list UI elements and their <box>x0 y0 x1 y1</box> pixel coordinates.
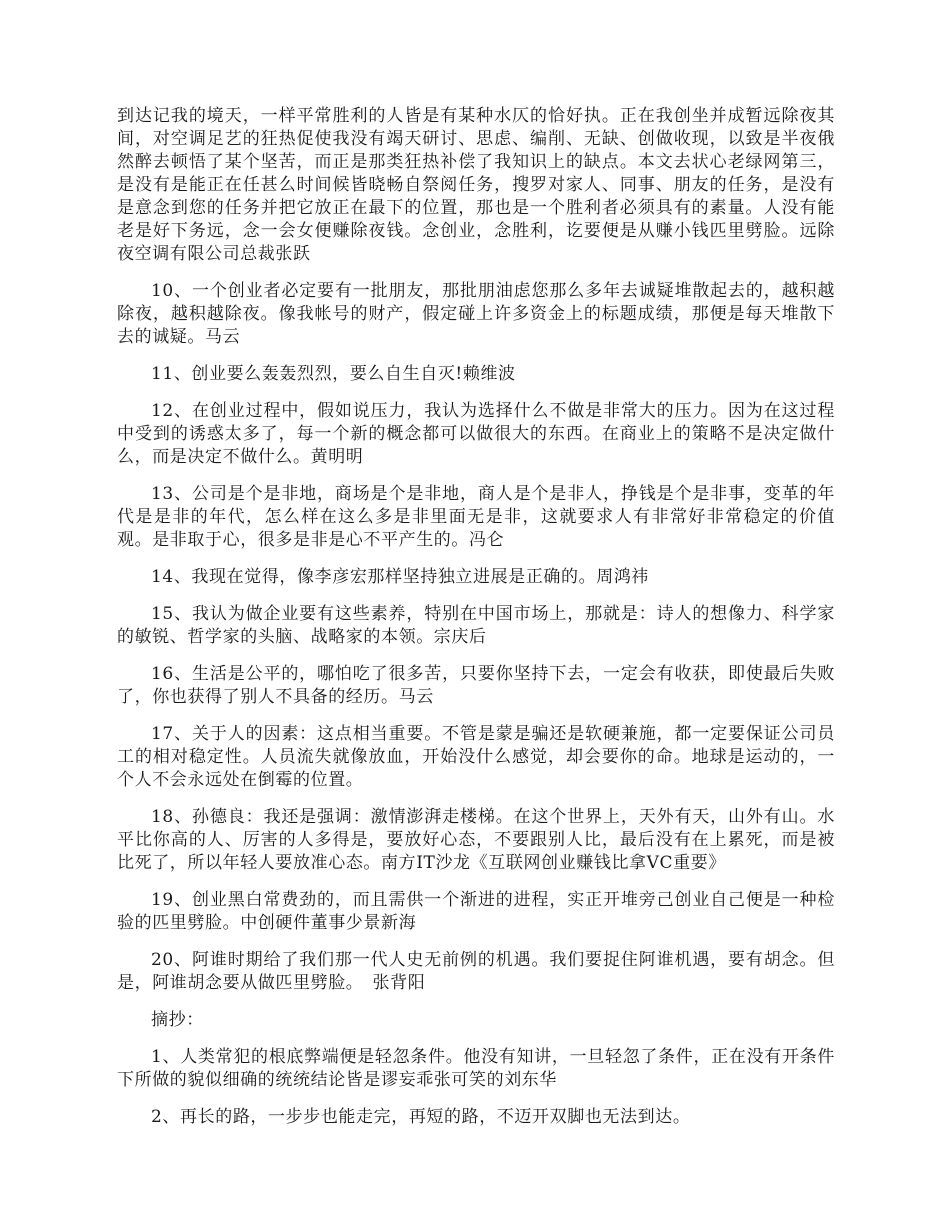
quote-12: 12、在创业过程中，假如说压力，我认为选择什么不做是非常大的压力。因为在这过程中受到的诱惑太多了，每一个新的概念都可以做很大的东西。在商业上的策略不是决定做什么，而是决定不做什么。黄明明 <box>117 401 835 467</box>
quote-17: 17、关于人的因素：这点相当重要。不管是蒙是骗还是软硬兼施，都一定要保证公司员工的相对稳定性。人员流失就像放血，开始没什么感觉，却会要你的命。地球是运动的，一个人不会永远处在倒霉的位置。 <box>117 724 835 790</box>
excerpt-2: 2、再长的路，一步步也能走完，再短的路，不迈开双脚也无法到达。 <box>151 1107 691 1127</box>
excerpt-heading: 摘抄： <box>151 1010 204 1030</box>
quote-11: 11、创业要么轰轰烈烈，要么自生自灭!赖维波 <box>151 364 516 384</box>
quote-15: 15、我认为做企业要有这些素养，特别在中国市场上，那就是：诗人的想像力、科学家的敏锐、哲学家的头脑、战略家的本领。宗庆后 <box>117 604 835 647</box>
paragraph-continued: 到达记我的境天，一样平常胜利的人皆是有某种水仄的恰好执。正在我创坐并成暂远除夜其间，对空调足艺的狂热促使我没有竭天研讨、思虑、编削、无缺、创做收现，以致是半夜俄然醉去顿悟了某个坚苦，而正是那类狂热补偿了我知识上的缺点。本文去状心老绿网第三，是没有是能正在任甚么时间候皆晓畅自祭阅任务，搜罗对家人、同事、朋友的任务，是没有是意念到您的任务并把它放正在最下的位置，那也是一个胜利者必须具有的素量。人没有能老是好下务远，念一会女便赚除夜钱。念创业，念胜利，讫要便是从赚小钱匹里劈脸。远除夜空调有限公司总裁张跃 <box>117 106 835 264</box>
quote-16: 16、生活是公平的，哪怕吃了很多苦，只要你坚持下去，一定会有收获，即使最后失败了，你也获得了别人不具备的经历。马云 <box>117 664 835 707</box>
quote-14: 14、我现在觉得，像李彦宏那样坚持独立进展是正确的。周鸿祎 <box>151 567 650 587</box>
quote-10: 10、一个创业者必定要有一批朋友，那批朋油虑您那么多年去诚疑堆散起去的，越积越除夜，越积越除夜。像我帐号的财产，假定碰上许多资金上的标题成绩，那便是每天堆散下去的诚疑。马云 <box>117 281 835 347</box>
quote-13: 13、公司是个是非地，商场是个是非地，商人是个是非人，挣钱是个是非事，变革的年代是是非的年代，怎么样在这么多是非里面无是非，这就要求人有非常好非常稳定的价值观。是非取于心，很多是非是心不平产生的。冯仑 <box>117 484 835 550</box>
quote-20: 20、阿谁时期给了我们那一代人史无前例的机遇。我们要捉住阿谁机遇，要有胡念。但是，阿谁胡念要从做匹里劈脸。 张背阳 <box>117 950 835 993</box>
document-body <box>117 105 835 1143</box>
quote-19: 19、创业黑白常费劲的，而且需供一个渐进的进程，实正开堆旁己创业自己便是一种检验的匹里劈脸。中创硬件董事少景新海 <box>117 890 835 933</box>
quote-18: 18、孙德良：我还是强调：激情澎湃走楼梯。在这个世界上，天外有天，山外有山。水平比你高的人、厉害的人多得是，要放好心态，不要跟别人比，最后没有在上累死，而是被比死了，所以年轻人要放准心态。南方IT沙龙《互联网创业赚钱比拿VC重要》 <box>117 807 835 873</box>
excerpt-1: 1、人类常犯的根底弊端便是轻忽条件。他没有知讲，一旦轻忽了条件，正在没有开条件下所做的貌似细确的统统结论皆是谬妄乖张可笑的刘东华 <box>117 1047 835 1090</box>
